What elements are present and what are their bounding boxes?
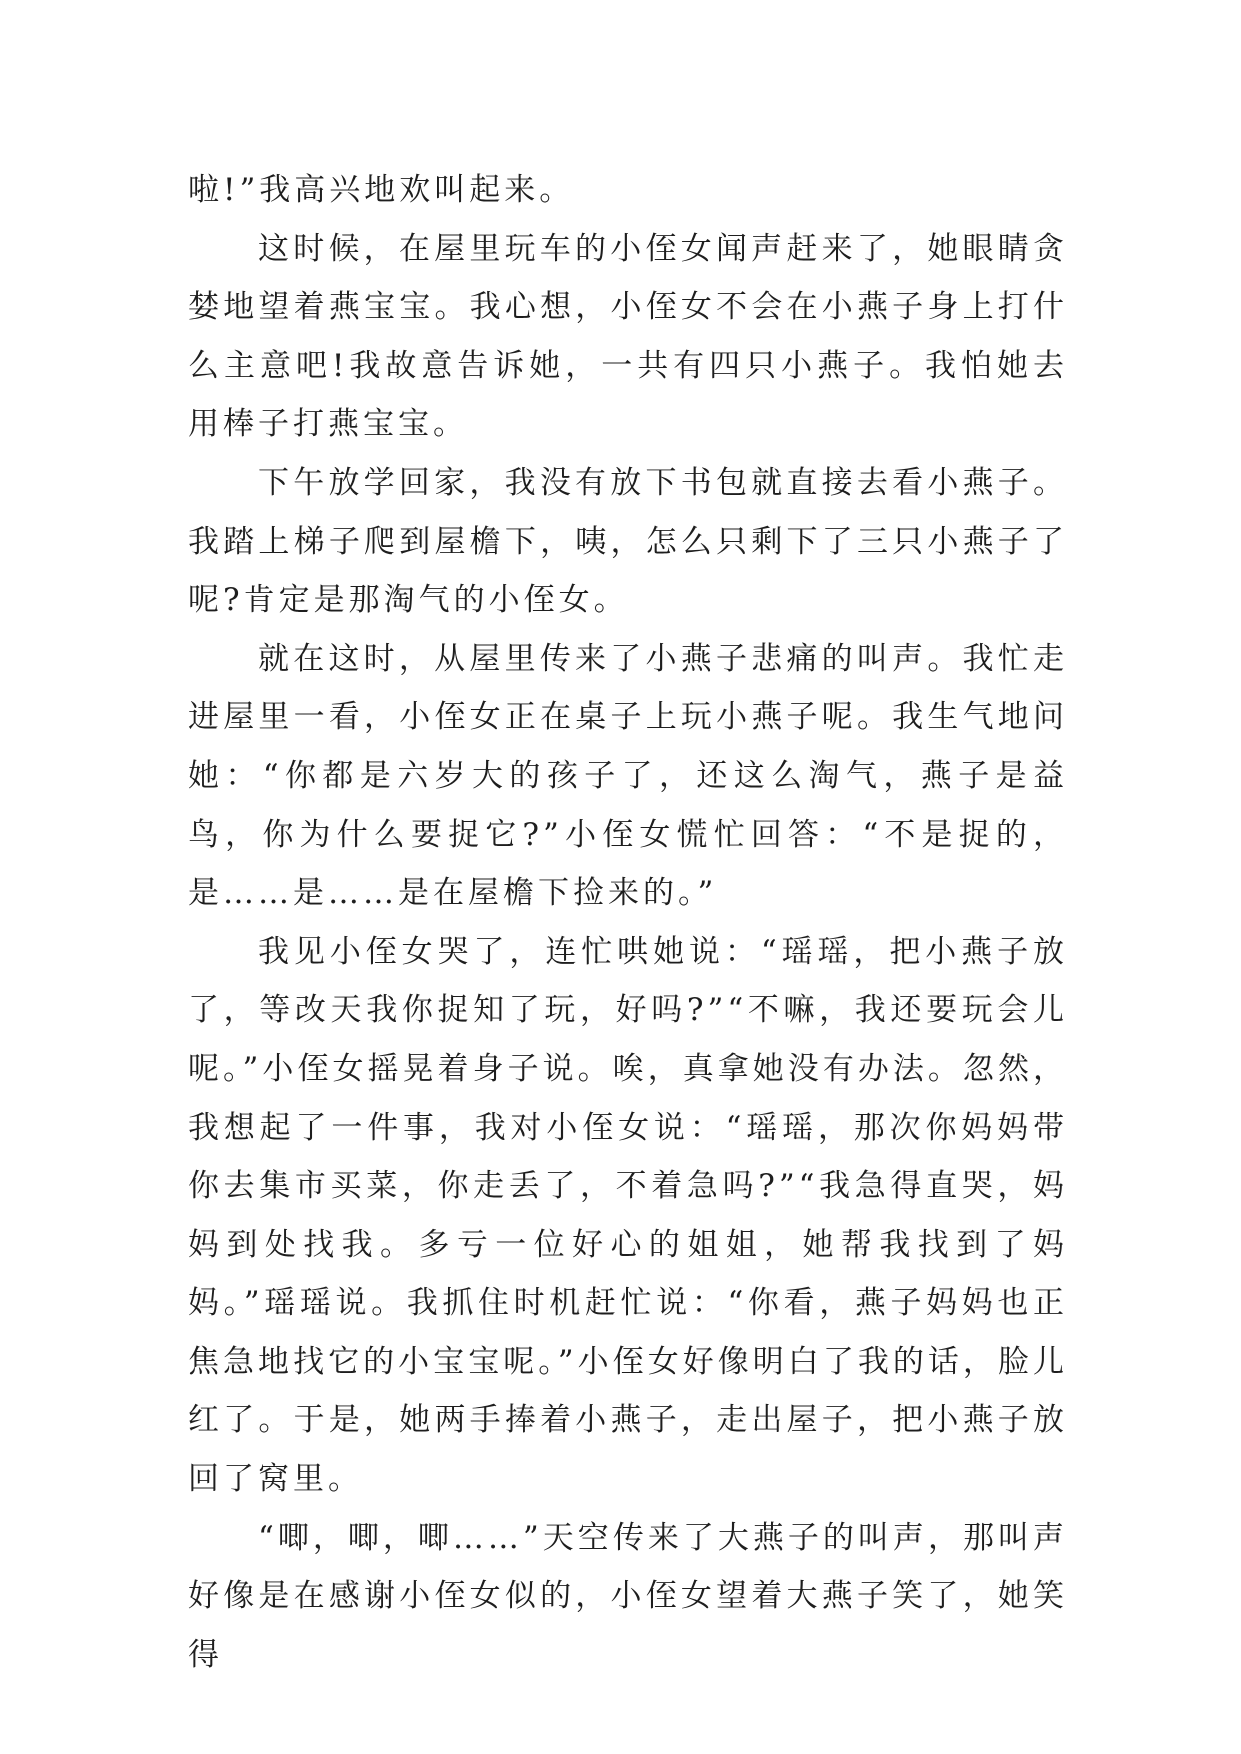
paragraph: 这时候，在屋里玩车的小侄女闻声赶来了，她眼睛贪婪地望着燕宝宝。我心想，小侄女不会在小燕子身上打什么主意吧!我故意告诉她，一共有四只小燕子。我怕她去用棒子打燕宝宝。 bbox=[188, 230, 1068, 443]
paragraph: “唧，唧，唧……”天空传来了大燕子的叫声，那叫声好像是在感谢小侄女似的，小侄女望着大燕子笑了，她笑得 bbox=[188, 1519, 1068, 1673]
document-body bbox=[188, 161, 1068, 1684]
paragraph: 就在这时，从屋里传来了小燕子悲痛的叫声。我忙走进屋里一看，小侄女正在桌子上玩小燕子呢。我生气地问她：“你都是六岁大的孩子了，还这么淘气，燕子是益鸟，你为什么要捉它?”小侄女慌忙回答：“不是捉的，是……是……是在屋檐下捡来的。” bbox=[188, 640, 1068, 912]
paragraph: 我见小侄女哭了，连忙哄她说：“瑶瑶，把小燕子放了，等改天我你捉知了玩，好吗?”“不嘛，我还要玩会儿呢。”小侄女摇晃着身子说。唉，真拿她没有办法。忽然，我想起了一件事，我对小侄女说：“瑶瑶，那次你妈妈带你去集市买菜，你走丢了，不着急吗?”“我急得直哭，妈妈到处找我。多亏一位好心的姐姐，她帮我找到了妈妈。”瑶瑶说。我抓住时机赶忙说：“你看，燕子妈妈也正焦急地找它的小宝宝呢。”小侄女好像明白了我的话，脸儿红了。于是，她两手捧着小燕子，走出屋子，把小燕子放回了窝里。 bbox=[188, 933, 1068, 1498]
paragraph: 下午放学回家，我没有放下书包就直接去看小燕子。我踏上梯子爬到屋檐下，咦，怎么只剩下了三只小燕子了呢?肯定是那淘气的小侄女。 bbox=[188, 464, 1068, 619]
paragraph: 啦!”我高兴地欢叫起来。 bbox=[188, 172, 575, 208]
